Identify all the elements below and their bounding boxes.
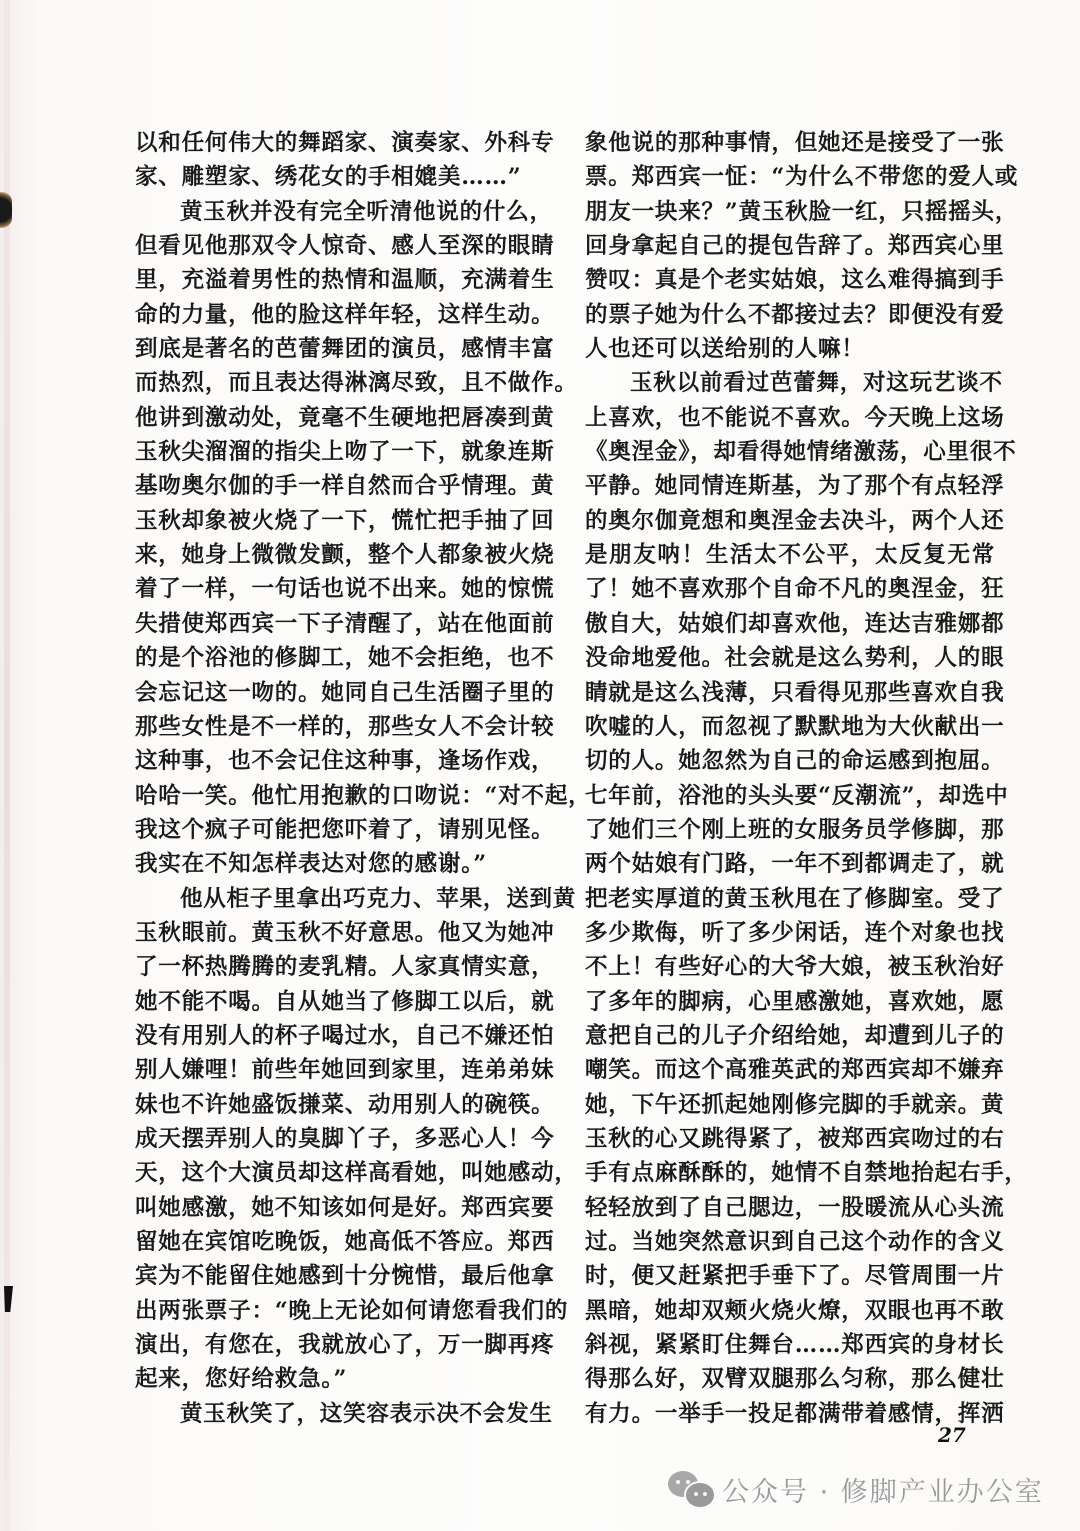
text-line: 睛就是这么浅薄，只看得见那些喜欢自我 bbox=[585, 679, 1005, 706]
text-line: 上喜欢，也不能说不喜欢。今天晚上这场 bbox=[585, 404, 1005, 431]
text-line: 起来，您好给救急。” bbox=[135, 1366, 348, 1393]
text-line: 了多年的脚病，心里感激她，喜欢她，愿 bbox=[585, 988, 1005, 1015]
text-line: 玉秋以前看过芭蕾舞，对这玩艺谈不 bbox=[630, 370, 1003, 397]
text-line: 的是个浴池的修脚工，她不会拒绝，也不 bbox=[135, 645, 555, 672]
text-line: 朋友一块来？”黄玉秋脸一红，只摇摇头， bbox=[585, 198, 1019, 225]
text-line: 会忘记这一吻的。她同自己生活圈子里的 bbox=[135, 679, 555, 706]
text-line: 傲自大，姑娘们却喜欢他，连达吉雅娜都 bbox=[585, 610, 1005, 637]
text-line: 有力。一举手一投足都满带着感情，挥洒 bbox=[585, 1400, 1005, 1427]
text-line: 把老实厚道的黄玉秋甩在了修脚室。受了 bbox=[585, 885, 1005, 912]
text-line: 宾为不能留住她感到十分惋惜，最后他拿 bbox=[135, 1263, 555, 1290]
text-line: 意把自己的儿子介绍给她，却遭到儿子的 bbox=[585, 1022, 1005, 1049]
text-line: 玉秋的心又跳得紧了，被郑西宾吻过的右 bbox=[585, 1125, 1005, 1152]
text-line: 哈哈一笑。他忙用抱歉的口吻说：“对不起， bbox=[135, 782, 592, 809]
text-line: 出两张票子：“晚上无论如何请您看我们的 bbox=[135, 1297, 569, 1324]
text-line: 切的人。她忽然为自己的命运感到抱屈。 bbox=[585, 748, 1005, 775]
text-line: 他讲到激动处，竟毫不生硬地把唇凑到黄 bbox=[135, 404, 555, 431]
watermark-text: 公众号 · 修脚产业办公室 bbox=[722, 1477, 1044, 1508]
text-line: 里，充溢着男性的热情和温顺，充满着生 bbox=[135, 267, 555, 294]
page-number: 27 bbox=[938, 1423, 966, 1447]
text-line: 但看见他那双令人惊奇、感人至深的眼睛 bbox=[135, 233, 555, 260]
text-line: 七年前，浴池的头头要“反潮流”，却选中 bbox=[585, 782, 1009, 809]
text-line: 玉秋却象被火烧了一下，慌忙把手抽了回 bbox=[135, 507, 555, 534]
text-line: 他从柜子里拿出巧克力、苹果，送到黄 bbox=[180, 885, 577, 912]
text-line: 人也还可以送给别的人嘛！ bbox=[585, 336, 865, 363]
text-line: 玉秋尖溜溜的指尖上吻了一下，就象连斯 bbox=[135, 439, 555, 466]
binding-mark-top bbox=[0, 192, 12, 228]
text-line: 时，便又赶紧把手垂下了。尽管周围一片 bbox=[585, 1263, 1005, 1290]
text-line: 她，下午还抓起她刚修完脚的手就亲。黄 bbox=[585, 1091, 1005, 1118]
text-line: 黄玉秋笑了，这笑容表示决不会发生 bbox=[180, 1400, 553, 1427]
text-column-left bbox=[135, 126, 592, 1431]
text-line: 叫她感激，她不知该如何是好。郑西宾要 bbox=[135, 1194, 555, 1221]
wechat-icon bbox=[668, 1471, 716, 1509]
text-line: 玉秋眼前。黄玉秋不好意思。他又为她冲 bbox=[135, 919, 555, 946]
text-line: 家、雕塑家、绣花女的手相媲美……” bbox=[135, 164, 522, 191]
text-line: 着了一样，一句话也说不出来。她的惊慌 bbox=[135, 576, 555, 603]
text-line: 黄玉秋并没有完全听清他说的什么， bbox=[180, 198, 553, 225]
text-column-right bbox=[585, 126, 1028, 1431]
text-line: 了！她不喜欢那个自命不凡的奥涅金，狂 bbox=[585, 576, 1005, 603]
text-line: 轻轻放到了自己腮边，一股暖流从心头流 bbox=[585, 1194, 1005, 1221]
text-line: 成天摆弄别人的臭脚丫子，多恶心人！今 bbox=[135, 1125, 555, 1152]
text-line: 她不能不喝。自从她当了修脚工以后，就 bbox=[135, 988, 555, 1015]
text-line: 平静。她同情连斯基，为了那个有点轻浮 bbox=[585, 473, 1005, 500]
text-line: 我这个疯子可能把您吓着了，请别见怪。 bbox=[135, 816, 555, 843]
text-line: 是朋友呐！生活太不公平，太反复无常 bbox=[585, 542, 995, 569]
text-line: 我实在不知怎样表达对您的感谢。” bbox=[135, 851, 487, 878]
text-line: 妹也不许她盛饭搛菜、动用别人的碗筷。 bbox=[135, 1091, 555, 1118]
text-line: 没命地爱他。社会就是这么势利，人的眼 bbox=[585, 645, 1005, 672]
text-line: 黑暗，她却双颊火烧火燎，双眼也再不敢 bbox=[585, 1297, 1005, 1324]
text-line: 来，她身上微微发颤，整个人都象被火烧 bbox=[135, 542, 555, 569]
text-line: 得那么好，双臂双腿那么匀称，那么健壮 bbox=[585, 1366, 1005, 1393]
text-line: 了一杯热腾腾的麦乳精。人家真情实意， bbox=[135, 954, 555, 981]
text-line: 《奥涅金》，却看得她情绪激荡，心里很不 bbox=[585, 439, 1017, 466]
text-line: 斜视，紧紧盯住舞台……郑西宾的身材长 bbox=[585, 1332, 1005, 1359]
text-line: 两个姑娘有门路，一年不到都调走了，就 bbox=[585, 851, 1005, 878]
text-line: 回身拿起自己的提包告辞了。郑西宾心里 bbox=[585, 233, 1005, 260]
text-line: 的奥尔伽竟想和奥涅金去决斗，两个人还 bbox=[585, 507, 1005, 534]
text-line: 命的力量，他的脸这样年轻，这样生动。 bbox=[135, 301, 555, 328]
wechat-watermark bbox=[668, 1470, 1044, 1509]
text-line: 过。当她突然意识到自己这个动作的含义 bbox=[585, 1229, 1005, 1255]
text-line: 吹嘘的人，而忽视了默默地为大伙献出一 bbox=[585, 713, 1005, 740]
text-line: 票。郑西宾一怔：“为什么不带您的爱人或 bbox=[585, 164, 1019, 191]
text-line: 留她在宾馆吃晚饭，她高低不答应。郑西 bbox=[135, 1229, 555, 1255]
text-line: 以和任何伟大的舞蹈家、演奏家、外科专 bbox=[135, 130, 555, 156]
text-line: 失措使郑西宾一下子清醒了，站在他面前 bbox=[135, 610, 555, 637]
text-line: 这种事，也不会记住这种事，逢场作戏， bbox=[135, 748, 555, 775]
text-line: 的票子她为什么不都接过去？即便没有爱 bbox=[585, 301, 1005, 328]
text-line: 象他说的那种事情，但她还是接受了一张 bbox=[585, 130, 1005, 156]
text-line: 赞叹：真是个老实姑娘，这么难得搞到手 bbox=[585, 267, 1005, 294]
text-line: 手有点麻酥酥的，她情不自禁地抬起右手， bbox=[585, 1160, 1028, 1187]
text-line: 了她们三个刚上班的女服务员学修脚，那 bbox=[585, 816, 1005, 843]
text-line: 不上！有些好心的大爷大娘，被玉秋治好 bbox=[585, 954, 1005, 981]
binding-mark-bottom bbox=[4, 1286, 13, 1312]
text-line: 别人嫌哩！前些年她回到家里，连弟弟妹 bbox=[135, 1057, 555, 1084]
text-line: 到底是著名的芭蕾舞团的演员，感情丰富 bbox=[135, 336, 555, 363]
text-line: 而热烈，而且表达得淋漓尽致，且不做作。 bbox=[135, 370, 578, 397]
text-line: 基吻奥尔伽的手一样自然而合乎情理。黄 bbox=[135, 473, 555, 500]
text-line: 多少欺侮，听了多少闲话，连个对象也找 bbox=[585, 919, 1005, 946]
text-line: 嘲笑。而这个高雅英武的郑西宾却不嫌弃 bbox=[585, 1057, 1005, 1084]
text-line: 那些女性是不一样的，那些女人不会计较 bbox=[135, 713, 555, 740]
text-line: 演出，有您在，我就放心了，万一脚再疼 bbox=[135, 1332, 555, 1359]
text-line: 天，这个大演员却这样高看她，叫她感动， bbox=[135, 1160, 578, 1187]
text-line: 没有用别人的杯子喝过水，自己不嫌还怕 bbox=[135, 1022, 555, 1049]
